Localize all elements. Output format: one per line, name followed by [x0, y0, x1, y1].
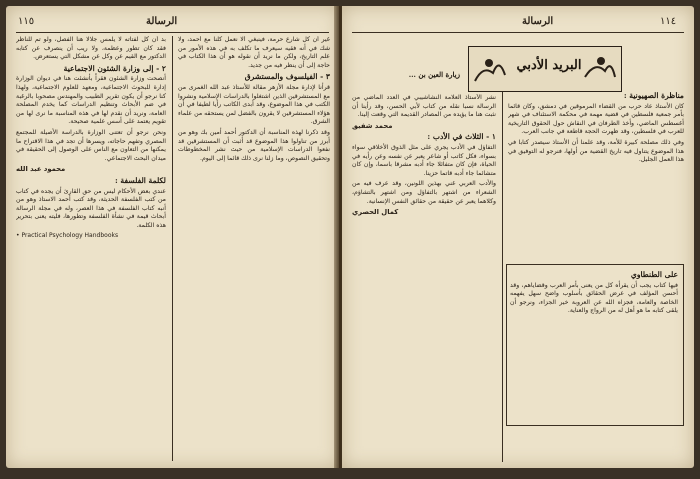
banner-tag: زيارة العين بن ...: [408, 70, 460, 79]
section-heading: مناظرة الصهيونية :: [623, 91, 684, 100]
paragraph: ونحن نرجو أن تعتنى الوزارة بالدراسة الأصيلة للمجتمع المصري وتفهم حاجاته، ويسرها أن تجد في هذا الاقتراح ما يمكنها من التعاون مع الناس على الوصول إلى الحقيقة في ميدان البحث الاجتماعي.: [16, 128, 166, 162]
section-heading: على الطنطاوي: [630, 270, 678, 279]
paragraph: أنصحت وزارة الشئون فقراً بأنشئت هنا في ديوان الوزارة إدارة للبحوث الاجتماعية، ومعهد للعلوم الاجتماعية، ولهذا كنا نرجو أن يكون تقرير الطبيب والمهندس مصحوبا بالرغبة في ضم الأبحاث وتنظيم الدراسات كما يخدم المصلحة العامة، ونريد أن نقدم لها في هذه المناسبة ما نرى لها من تقويم يعتمد على أسس علمية صحيحة.: [16, 75, 166, 126]
footnote: • Practical Psychology Handbooks: [16, 232, 119, 240]
paragraph: نشر الأستاذ العلامة النشاشيبي في العدد الماضي من الرسالة نسبا نقله من كتاب لأبي الحسن، وقد رأينا أن نثبت هنا ما يؤيده من المصادر القديمة التي وقعت إلينا.: [352, 94, 496, 119]
left-header-rule: [16, 32, 329, 33]
left-page-column-left: [16, 36, 166, 462]
author-signature: محمد شفيق: [352, 121, 393, 130]
paragraph: بد أن كل لفتاته لا يلمس جلالا هنا الفصل، ولو تم للناظر فقد كان تطور وعظمة، ولا ريب أن ينصرف عن كتابه الدكتور مع القيم عن وكل عن مشكل التي يستعرض.: [16, 36, 166, 61]
banner-title: البريد الأدبي: [516, 58, 582, 73]
right-header-rule: [352, 32, 684, 33]
paragraph: وقد ذكرنا لهذه المناسبة أن الدكتور أحمد أمين بك وهو من أبرز من تناولوا هذا الموضوع قد أثبت أن المستشرقين قد نفعوا الدراسات الإسلامية من حيث نشر المخطوطات وتحقيق النصوص، وما زلنا نرى ذلك قائما إلى اليوم.: [178, 128, 330, 162]
paragraph: قرأنا لإدارة مجلة الأزهر مقالة للأستاذ عبد الله الغمرى من مع المستشرقين الذين اشتغلوا بالدراسات الإسلامية ونشروا الكتب في هذا الموضوع، وقد أبدى الكاتب رأيا لطيفا في أن هؤلاء المستشرقين لا يقرون بالفضل لمن يستحقه من علماء الشرق.: [178, 83, 330, 126]
right-page-number: ١١٤: [660, 16, 677, 27]
paragraph: كان الأستاذ عاد حرب من القضاء المرموقين في دمشق، وكان قائما بأمر جمعية فلسطين في قضية مهمة في محكمة الاستئناف في شهر أغسطس الماضي، وأخذ الطرفان في النقاش حول الحقوق التاريخية للعرب في فلسطين، وقد ظهرت الحجة قاطعة في جانب العرب.: [508, 102, 684, 136]
left-page-header: الرسالة: [146, 16, 178, 27]
right-page-header: الرسالة: [522, 16, 554, 27]
right-page-column-right: [508, 36, 684, 262]
author-signature: كمال الحصري: [352, 208, 399, 217]
left-page-number: ١١٥: [18, 16, 35, 27]
left-page: [6, 6, 339, 468]
paragraph: فيها كتاب يجب أن يقرأه كل من يعنى بأمر العرب وقضاياهم، وقد أحسن المؤلف في عرض الحقائق بأسلوب واضح سهل يفهمه الخاصة والعامة، فجزاه الله عن العروبة خير الجزاء، ونرجو أن يلقى كتابه ما هو أهل له من الرواج والعناية.: [510, 281, 678, 315]
section-heading: ١ - الثلاث في الأدب :: [427, 132, 496, 142]
right-column-rule: [502, 92, 503, 462]
right-page: [342, 6, 694, 468]
boxed-article-text: [510, 268, 678, 420]
paragraph: وفي ذلك مصلحة كبيرة للأمة، وقد علمنا أن الأستاذ سيصدر كتابا في هذا الموضوع يتناول فيه تاريخ القضية من أولها، فنرجو له التوفيق في هذا العمل الجليل.: [508, 138, 684, 164]
left-page-column-right: [178, 36, 330, 462]
paragraph: التفاؤل في الأدب يجري على مثل الذوق الأخلاقي سواء بسواء، فكل كاتب أو شاعر يعبر عن نفسه وعن رأيه في الحياة، فإن كان متفائلا جاء أدبه مشرقا باسما، وإن كان متشائما جاء أدبه قاتما حزينا.: [352, 143, 496, 177]
paragraph: عندي بعض الأحكام ليس من حق القارئ أن يجده في كتاب من كتب الفلسفة الحديثة، وقد كتب أحمد الاستاذ وهو من أنبه كتاب الفلسفة في هذا العصر، وله في مجلة الرسالة أبحاث قيمة في نشأة الفلسفة وتطورها، فليته يعنى بتحرير هذه الكلمة.: [16, 187, 166, 229]
right-page-column-left: [352, 94, 496, 462]
section-heading: لكلمة الفلسفة :: [114, 175, 166, 185]
paragraph: غير أن كل شارع حرمة، فينبغي ألا نعمل كلنا مع أحمد، ولا شك في أنه فقيه سيعرف ما تكلف به في هذه الأمور من علم التاريخ، ولكن ما نريد أن نقوله هو أن هذا الكتاب في حاجة إلى أن ينظر فيه من جديد.: [178, 36, 330, 69]
left-column-rule: [172, 36, 173, 461]
paragraph: والأدب العربي غني بهذين اللونين، وقد عرف فيه من الشعراء من اشتهر بالتفاؤل ومن اشتهر بالتشاؤم، وكلاهما يعبر عن حقيقة من حقائق النفس الإنسانية.: [352, 180, 496, 205]
section-heading: ٣ - الفيلسوف والمستشرق: [244, 72, 330, 82]
section-heading: ٢ - إلى وزارة الشئون الاجتماعية: [63, 63, 166, 73]
author-signature: محمود عبد الله: [16, 165, 66, 174]
